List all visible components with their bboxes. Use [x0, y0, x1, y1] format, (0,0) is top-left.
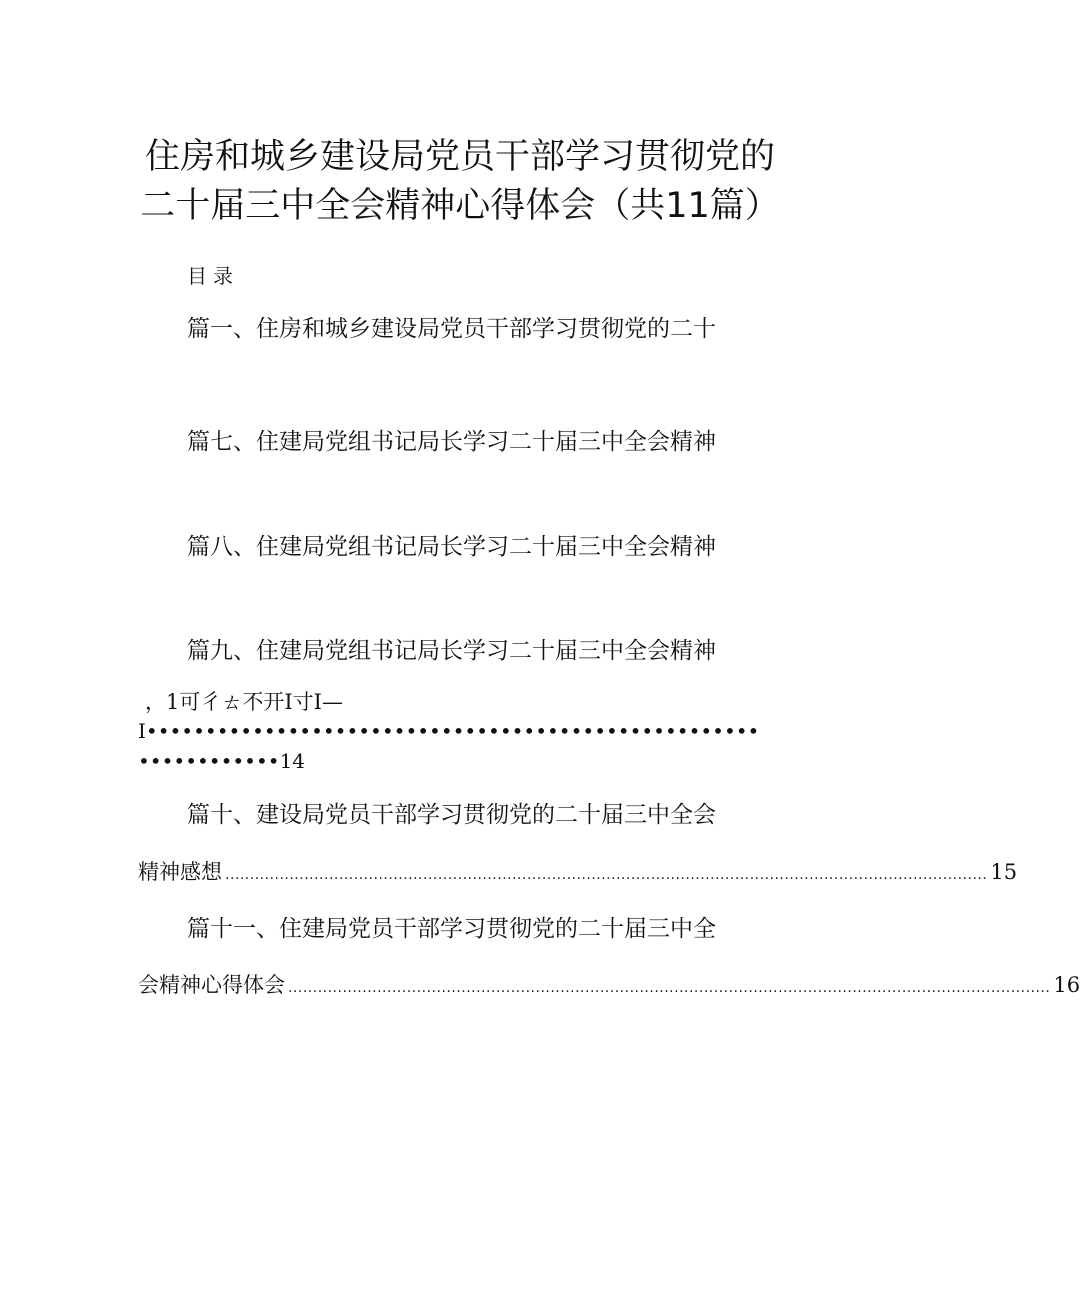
dot-row-dots: ••••••••••••••••••••••••••••••••••••••••••••••••••••: [145, 719, 760, 743]
toc-entry-10-tail: 精神感想: [138, 860, 222, 884]
toc-entry-7: 篇七、住建局党组书记局长学习二十届三中全会精神: [187, 429, 716, 455]
dot-leader-row-1: [138, 717, 778, 745]
toc-entry-9: 篇九、住建局党组书记局长学习二十届三中全会精神: [187, 638, 716, 664]
toc-entry-1: 篇一、住房和城乡建设局党员干部学习贯彻党的二十: [187, 316, 716, 342]
document-title-line-1: 住房和城乡建设局党员干部学习贯彻党的: [144, 137, 775, 177]
dot-leader: ..........................................................................................................................................................: [225, 867, 988, 883]
garbled-ocr-line: ，1可彳ㄊ不开I寸I—: [145, 690, 343, 714]
toc-heading: 目录: [187, 264, 239, 288]
dot-row-dots: ••••••••••••: [138, 749, 280, 773]
toc-entry-10: 篇十、建设局党员干部学习贯彻党的二十届三中全会: [187, 802, 716, 828]
toc-entry-11-continuation: [138, 970, 1080, 1003]
page-number: 14: [279, 749, 306, 773]
document-title-line-2: 二十届三中全会精神心得体会（共11篇）: [140, 186, 780, 226]
toc-entry-11: 篇十一、住建局党员干部学习贯彻党的二十届三中全: [187, 916, 716, 942]
dot-row-prefix: I: [138, 719, 146, 743]
dot-leader-row-2: [138, 747, 438, 775]
toc-entry-8: 篇八、住建局党组书记局长学习二十届三中全会精神: [187, 534, 716, 560]
toc-entry-10-continuation: [138, 857, 1018, 890]
page-number: 15: [990, 860, 1018, 884]
dot-leader: ..........................................................................................................................................................: [288, 980, 1051, 996]
toc-entry-11-tail: 会精神心得体会: [138, 973, 285, 997]
page-number: 16: [1053, 973, 1080, 997]
